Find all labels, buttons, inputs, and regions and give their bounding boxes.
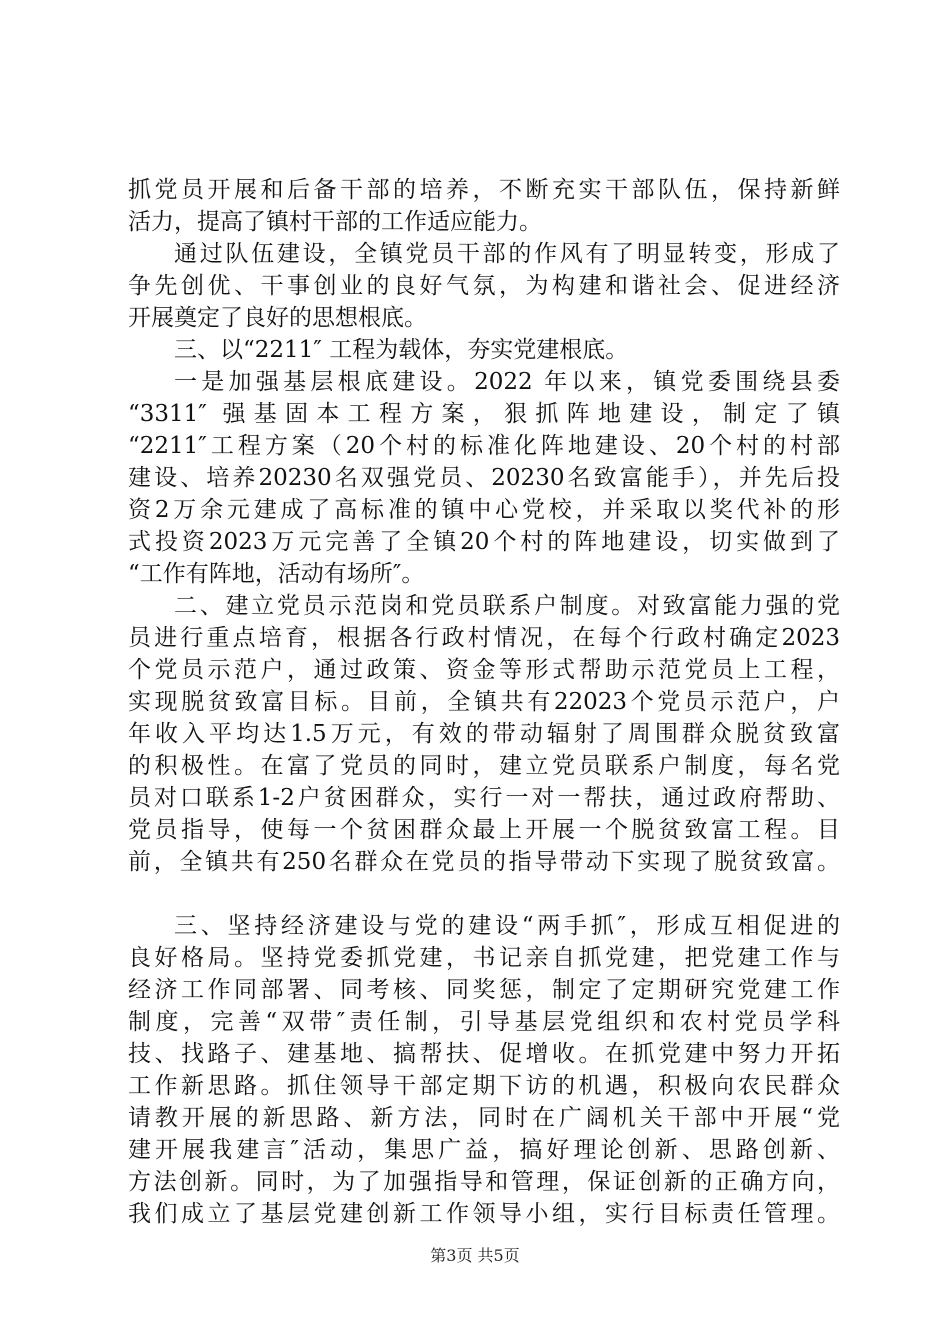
text-line: 资2万余元建成了高标准的镇中心党校，并采取以奖代补的形: [128, 497, 840, 523]
paragraph-start-line: 三、坚持经济建设与党的建设“两手抓″，形成互相促进的: [174, 913, 840, 939]
text-line: 式投资2023万元完善了全镇20个村的阵地建设，切实做到了: [128, 529, 840, 555]
text-line: 制度，完善“双带″责任制，引导基层党组织和农村党员学科: [128, 1009, 840, 1035]
text-line: 年收入平均达1.5万元，有效的带动辐射了周围群众脱贫致富: [128, 721, 840, 747]
page-number-footer: 第3页 共5页: [430, 1246, 520, 1265]
text-line: 经济工作同部署、同考核、同奖惩，制定了定期研究党建工作: [128, 977, 840, 1003]
text-line: 良好格局。坚持党委抓党建，书记亲自抓党建，把党建工作与: [128, 945, 840, 971]
text-line: 方法创新。同时，为了加强指导和管理，保证创新的正确方向，: [128, 1169, 840, 1195]
text-line: 我们成立了基层党建创新工作领导小组，实行目标责任管理。: [128, 1201, 840, 1227]
text-line: 工作新思路。抓住领导干部定期下访的机遇，积极向农民群众: [128, 1073, 840, 1099]
paragraph-gap: [128, 878, 840, 910]
text-line: 前，全镇共有250名群众在党员的指导带动下实现了脱贫致富。: [128, 849, 840, 875]
text-line: “3311″ 强基固本工程方案，狠抓阵地建设，制定了镇: [128, 401, 840, 427]
text-line: 建开展我建言″活动，集思广益，搞好理论创新、思路创新、: [128, 1137, 840, 1163]
text-line: 实现脱贫致富目标。目前，全镇共有22023个党员示范户，户: [128, 689, 840, 715]
text-line: 员进行重点培育，根据各行政村情况，在每个行政村确定2023: [128, 625, 840, 651]
text-line: 党员指导，使每一个贫困群众最上开展一个脱贫致富工程。目: [128, 817, 840, 843]
text-line: 活力，提高了镇村干部的工作适应能力。: [128, 209, 542, 235]
text-line: 技、找路子、建基地、搞帮扶、促增收。在抓党建中努力开拓: [128, 1041, 840, 1067]
text-line: 个党员示范户，通过政策、资金等形式帮助示范党员上工程，: [128, 657, 840, 683]
text-line: 抓党员开展和后备干部的培养，不断充实干部队伍，保持新鲜: [128, 177, 840, 203]
text-line: 争先创优、干事创业的良好气氛，为构建和谐社会、促进经济: [128, 273, 840, 299]
paragraph-start-line: 二、建立党员示范岗和党员联系户制度。对致富能力强的党: [174, 593, 840, 619]
text-line: 开展奠定了良好的思想根底。: [128, 305, 427, 331]
section-heading: 三、以“2211″ 工程为载体，夯实党建根底。: [174, 337, 629, 363]
paragraph-start-line: 一是加强基层根底建设。2022 年以来，镇党委围绕县委: [174, 369, 840, 395]
text-line: “2211″工程方案（20个村的标准化阵地建设、20个村的村部: [128, 433, 840, 459]
text-line: 的积极性。在富了党员的同时，建立党员联系户制度，每名党: [128, 753, 840, 779]
text-line: “工作有阵地，活动有场所″。: [128, 561, 425, 587]
text-line: 建设、培养20230名双强党员、20230名致富能手），并先后投: [128, 465, 840, 491]
document-body: [128, 174, 840, 1230]
paragraph-start-line: 通过队伍建设，全镇党员干部的作风有了明显转变，形成了: [174, 241, 840, 267]
text-line: 员对口联系1-2户贫困群众，实行一对一帮扶，通过政府帮助、: [128, 785, 840, 811]
text-line: 请教开展的新思路、新方法，同时在广阔机关干部中开展“党: [128, 1105, 840, 1131]
